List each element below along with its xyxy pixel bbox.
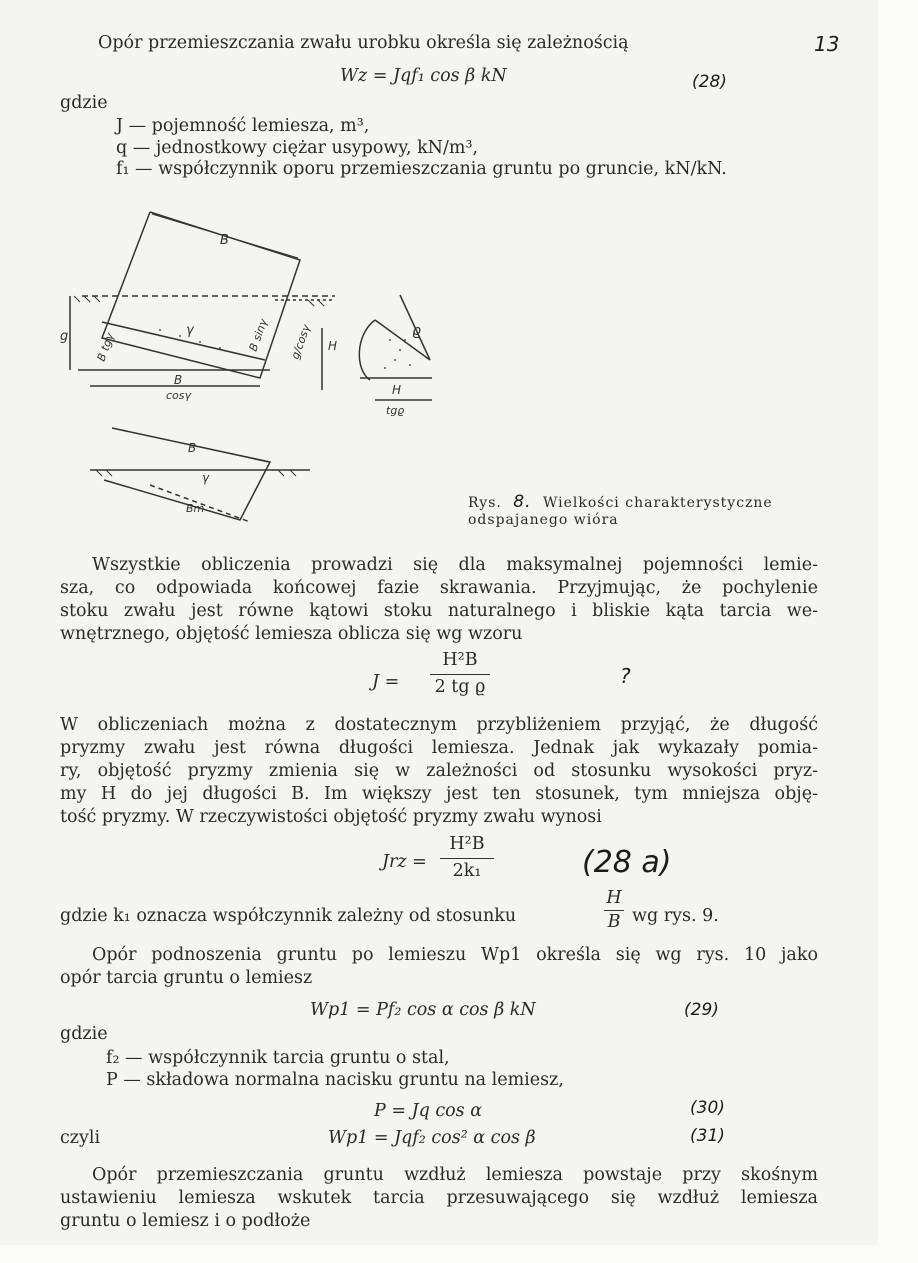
paragraph-2-line: ry, objętość pryzmy zmienia się w zależności od stosunku wysokości pryz- [60, 761, 818, 781]
czyli-label: czyli [60, 1128, 101, 1148]
eqJ-denominator: 2 tg ϱ [434, 677, 486, 697]
equation-31: Wp1 = Jqf₂ cos² α cos β [328, 1128, 536, 1148]
eqJ-numerator: H²B [442, 650, 478, 670]
blade-curve [359, 320, 375, 380]
equation-28-number: (28) [692, 72, 727, 92]
eqJ-mark: ? [620, 664, 631, 688]
paragraph-1 [60, 554, 818, 646]
paragraph-1-line: wnętrznego, objętość lemiesza oblicza się wg wzoru [60, 624, 523, 644]
label-H-tg: H [392, 383, 402, 397]
label-B-top: B [220, 233, 229, 248]
label-cos-gamma: cosγ [166, 389, 192, 402]
paragraph-4-line: Opór przemieszczania gruntu wzdłuż lemiesza powstaje przy skośnym [92, 1165, 818, 1185]
equation-29: Wp1 = Pf₂ cos α cos β kN [310, 1000, 536, 1020]
eqJ-fraction-bar [430, 674, 490, 675]
k1-fraction-den: B [607, 912, 621, 932]
scan-margin-bottom [0, 1245, 918, 1263]
definition-f2: f₂ — współczynnik tarcia gruntu o stal, [106, 1048, 450, 1068]
k1-fraction-num: H [606, 888, 622, 908]
definition-P: P — składowa normalna nacisku gruntu na lemiesz, [106, 1070, 564, 1090]
eqJrz-fraction [432, 834, 502, 884]
label-g-cos-gamma: g/cosγ [288, 323, 314, 362]
label-B-tg-gamma: B tgγ [94, 331, 117, 364]
label-Bm: Bm [186, 502, 205, 515]
caption-prefix: Rys. [468, 495, 502, 511]
label-gamma-top: γ [186, 323, 194, 338]
k1-fraction-bar [604, 910, 624, 911]
figure-caption-line2: odspajanego wióra [468, 512, 619, 528]
label-gamma-bottom: γ [202, 471, 210, 485]
intro-line: Opór przemieszczania zwału urobku określa się zależnością [98, 33, 629, 53]
label-B-over: B [174, 373, 183, 387]
page-number: 13 [814, 32, 840, 56]
equation-29-number: (29) [684, 1000, 719, 1020]
gdzie-label-2: gdzie [60, 1024, 108, 1044]
paragraph-2 [60, 714, 818, 829]
k1-line: gdzie k₁ oznacza współczynnik zależny od stosunku [60, 906, 517, 926]
definition-f1: f₁ — współczynnik oporu przemieszczania gruntu po gruncie, kN/kN. [116, 159, 727, 179]
definition-J: J — pojemność lemiesza, m³, [116, 116, 370, 136]
eqJrz-fraction-bar [440, 858, 494, 859]
k1-line-tail: wg rys. 9. [632, 906, 719, 926]
paragraph-1-line: Wszystkie obliczenia prowadzi się dla maksymalnej pojemności lemie- [92, 555, 818, 575]
gdzie-label: gdzie [60, 93, 108, 113]
paragraph-1-line: sza, co odpowiada końcowej fazie skrawania. Przyjmując, że pochylenie [60, 578, 818, 598]
eqJ-lhs: J = [372, 672, 400, 692]
paragraph-2-line: my H do jej długości B. Im większy jest ten stosunek, tym mniejsza obję- [60, 784, 818, 804]
caption-text-1: Wielkości charakterystyczne [542, 495, 773, 511]
paragraph-2-line: pryzmy zwału jest równa długości lemiesza. Jednak jak wykazały pomia- [60, 738, 818, 758]
label-tg-rho: tgϱ [386, 404, 405, 417]
label-H-side: H [328, 339, 338, 353]
paragraph-1-line: stoku zwału jest równe kątowi stoku naturalnego i bliskie kąta tarcia we- [60, 601, 818, 621]
blade-diagonal [102, 322, 265, 360]
eqJrz-denominator: 2k₁ [452, 861, 482, 881]
paragraph-4 [60, 1164, 818, 1233]
label-g-left: g [60, 329, 69, 344]
equation-31-number: (31) [690, 1126, 725, 1146]
eqJrz-numerator: H²B [449, 834, 485, 854]
paragraph-3 [60, 944, 818, 990]
paragraph-4-line: ustawieniu lemiesza wskutek tarcia przesuwającego się wzdłuż lemiesza [60, 1188, 818, 1208]
equation-30: P = Jq cos α [374, 1101, 483, 1121]
label-B-bottom: B [188, 441, 197, 455]
label-rho: ϱ [412, 323, 421, 339]
equation-28: Wz = Jqf₁ cos β kN [340, 66, 507, 86]
paragraph-3-line: opór tarcia gruntu o lemiesz [60, 968, 313, 988]
scan-margin-right [878, 0, 918, 1263]
eqJ-fraction [420, 650, 500, 700]
k1-fraction [602, 888, 626, 936]
label-B-sin-gamma: B sinγ [246, 317, 271, 354]
equation-30-number: (30) [690, 1098, 725, 1118]
eqJrz-lhs: Jrz = [382, 852, 427, 872]
paragraph-2-line: tość pryzmy. W rzeczywistości objętość pryzmy zwału wynosi [60, 807, 602, 827]
blade-outline-top [102, 212, 300, 378]
figure-8-diagram [60, 200, 480, 540]
eqJrz-number: (28 a) [582, 845, 672, 880]
definition-q: q — jednostkowy ciężar usypowy, kN/m³, [116, 138, 479, 158]
paragraph-3-line: Opór podnoszenia gruntu po lemieszu Wp1 określa się wg rys. 10 jako [92, 945, 818, 965]
paragraph-2-line: W obliczeniach można z dostatecznym przybliżeniem przyjąć, że długość [60, 715, 818, 735]
paragraph-4-line: gruntu o lemiesz i o podłoże [60, 1211, 311, 1231]
caption-number: 8. [513, 492, 532, 512]
